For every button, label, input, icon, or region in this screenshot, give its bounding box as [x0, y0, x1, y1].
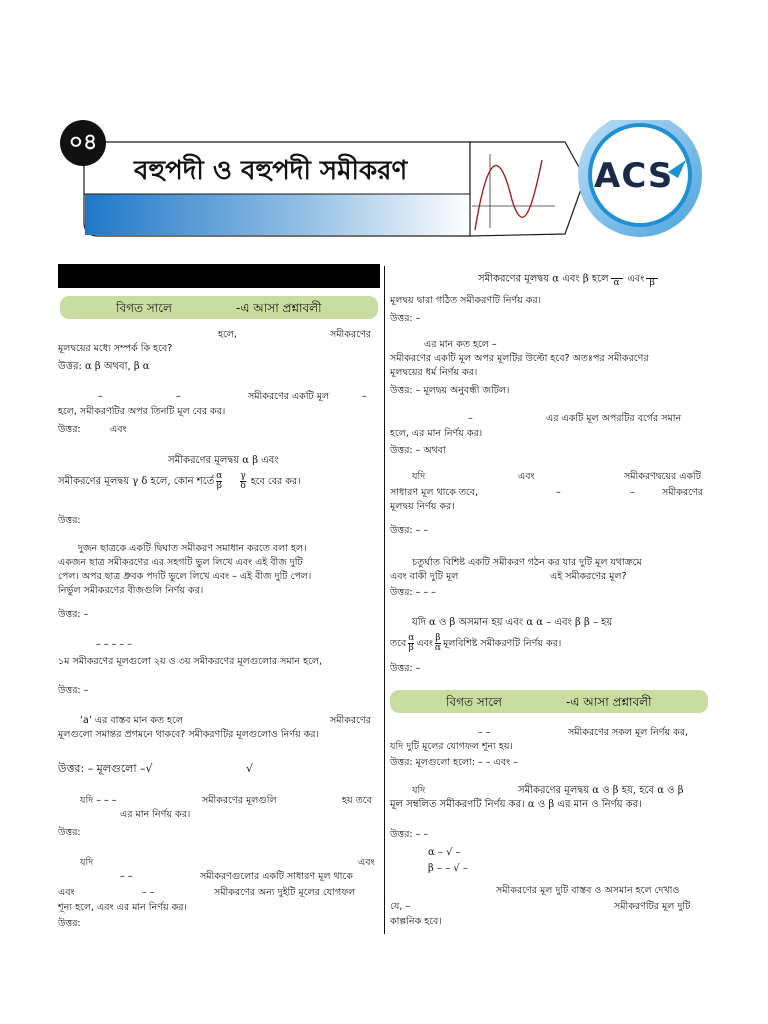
chapter-header: [60, 120, 720, 240]
q6-text-a: ‘a’ এর বাস্তব মান কত হলে: [80, 715, 183, 726]
q15-text-a: – –: [478, 727, 491, 738]
q9-f2-den: β: [649, 278, 655, 288]
q12-text-b: এবং: [518, 471, 535, 482]
q3-f2-num: γ: [240, 471, 246, 481]
q2-text-2: হলে, সমীকরণটির অপর তিনটি মূল বের কর।: [58, 406, 226, 417]
q7-answer: উত্তর:: [58, 827, 81, 838]
q14-answer: উত্তর: –: [390, 663, 421, 674]
section-heading-left-b: -এ আসা প্রশ্নাবলী: [236, 301, 322, 315]
q9-text-1a: সমীকরণের মূলদ্বয় α এবং β হলে: [478, 273, 609, 285]
q3-fraction-1: [216, 472, 222, 491]
q14-fraction-1: [408, 634, 414, 653]
q8-text-a: যদি: [80, 857, 94, 868]
q16-text-a: যদি: [412, 785, 426, 796]
q16-answer-beta: β – – √ –: [428, 863, 468, 874]
q4-line-4: নির্ভুল সমীকরণের বীজগুলি নির্ণয় কর।: [58, 585, 204, 596]
q14-text-1: যদি α ও β অসমান হয় এবং α α – এবং β β – হয়: [412, 617, 613, 628]
chapter-number: ০৪: [68, 130, 98, 155]
q14-f2-num: β: [435, 633, 441, 643]
q9-fraction-1: [611, 270, 623, 288]
q6-answer-b: √: [246, 762, 254, 775]
q8-text-b: এবং: [358, 857, 375, 868]
q2-answer-text: এবং: [110, 424, 127, 435]
section-heading-right: [390, 690, 708, 713]
column-divider: [384, 266, 385, 934]
q11-text-b: এর একটি মূল অপরটির বর্গের সমান: [546, 413, 682, 424]
q12-text-2a: সাধারণ মূল থাকে তবে,: [390, 487, 479, 498]
q15-answer: উত্তর: মূলগুলো হলো: – – এবং –: [390, 757, 518, 768]
q1-answer: উত্তর: α β অথবা, β α: [58, 361, 150, 372]
q15-text-2: যদি দুটি মূলের যোগফল শূন্য হয়।: [390, 741, 513, 752]
section-heading-left: [60, 296, 378, 319]
q3-text-2: [58, 472, 301, 492]
q12-text-2d: সমীকরণের: [662, 487, 703, 498]
q8-answer: উত্তর:: [58, 918, 81, 929]
q16-answer: উত্তর: – –: [390, 829, 429, 840]
q12-text-3: মূলদ্বয় নির্ণয় কর।: [390, 501, 455, 512]
q10-answer: উত্তর: – মূলদ্বয় অনুবন্ধী জটিল।: [390, 385, 510, 396]
q16-text-b: সমীকরণের মূলদ্বয় α ও β হয়, হবে α ও β: [518, 785, 684, 796]
q3-text-1: সমীকরণের মূলদ্বয় α β এবং: [168, 455, 279, 466]
chapter-title: বহুপদী ও বহুপদী সমীকরণ: [134, 156, 408, 186]
q10-text-3: মূলদ্বয়ের ধর্ম নির্ণয় কর।: [390, 367, 478, 378]
q9-fraction-2: [646, 270, 658, 288]
q14-text-2a: তবে: [390, 638, 407, 649]
q17-text-3: কাল্পনিক হবে।: [390, 916, 442, 927]
q1-text-a: হলে,: [218, 329, 237, 340]
q9-text-2: মূলদ্বয় দ্বারা গঠিত সমীকরণটি নির্ণয় কর।: [390, 295, 542, 306]
q12-text-2b: –: [556, 487, 561, 498]
q14-text-2: [390, 634, 561, 654]
q13-text-2b: এই সমীকরণের মূল?: [550, 571, 627, 582]
q2-text-b: –: [176, 391, 181, 402]
q3-fraction-2: [240, 472, 245, 491]
q3-text-2a: সমীকরণের মূলদ্বয় γ δ হলে, কোন শর্তে: [58, 476, 215, 487]
q4-text: [58, 542, 380, 598]
q6-text-b: সমীকরণের: [330, 715, 371, 726]
q4-line-1: দুজন ছাত্রকে একটি দ্বিঘাত সমীকরণ সমাধান করতে বলা হল।: [78, 543, 307, 554]
q4-line-3: পেল। অপর ছাত্র ধ্রুবক পদটি ভুলে লিখে এবং – এই বীজ দুটি পেল।: [58, 571, 312, 582]
q11-answer: উত্তর: – অথবা: [390, 445, 446, 456]
q2-answer-label: উত্তর:: [58, 424, 81, 435]
q16-text-2: মূল সম্বলিত সমীকরণটি নির্ণয় কর। α ও β এর মান ও নির্ণয় কর।: [390, 799, 642, 810]
q3-answer-label: উত্তর:: [58, 515, 81, 526]
q14-fraction-2: [435, 634, 441, 653]
q12-text-c: সমীকরণদ্বয়ের একটি: [624, 471, 701, 482]
q7-text-2: এর মান নির্ণয় কর।: [120, 809, 191, 820]
q13-answer: উত্তর: – – –: [390, 587, 436, 598]
q17-text-2b: সমীকরণটির মূল দুটি: [614, 901, 691, 912]
q3-f2-den: δ: [240, 481, 246, 491]
q6-answer-a: উত্তর: – মূলগুলো –√: [58, 762, 153, 775]
q5-answer: উত্তর: –: [58, 685, 89, 696]
section-heading-right-a: বিগত সালে: [446, 695, 502, 709]
q1-text-b: সমীকরণের: [330, 329, 371, 340]
acs-logo-text: ACS: [594, 156, 674, 196]
q2-text-c: সমীকরণের একটি মূল: [248, 391, 330, 402]
q17-text-1: সমীকরণের মূল দুটি বাস্তব ও অসমান হলে দেখাও: [496, 885, 680, 896]
q1-text-2: মূলদ্বয়ের মধ্যে সম্পর্ক কি হবে?: [58, 343, 173, 354]
q17-text-2a: যে, –: [390, 901, 411, 912]
section-heading-right-b: -এ আসা প্রশ্নাবলী: [566, 695, 652, 709]
q4-line-2: একজন ছাত্র সমীকরণের এর সহগটি ভুল লিখে এবং এই বীজ দুটি: [58, 557, 303, 568]
q3-f1-num: α: [216, 471, 223, 481]
q13-text-2a: এবং বাকী দুটি মূল: [390, 571, 459, 582]
q11-text-a: –: [468, 413, 473, 424]
q9-text-1: [478, 270, 660, 289]
q11-text-2: হলে, এর মান নির্ণয় কর।: [390, 428, 483, 439]
q3-f1-den: β: [216, 481, 222, 491]
q14-f2-den: α: [434, 643, 441, 653]
q9-f1-den: α: [613, 278, 620, 288]
q8-text-3c: সমীকরণের অন্য দুইটি মূলের যোগফল: [214, 887, 356, 898]
q8-text-2a: – –: [120, 871, 133, 882]
q4-answer: উত্তর: –: [58, 609, 89, 620]
section-heading-left-a: বিগত সালে: [116, 301, 172, 315]
q14-text-2b: এবং: [416, 638, 433, 649]
q15-text-b: সমীকরণের সকল মূল নির্ণয় কর,: [568, 727, 688, 738]
q12-text-2c: –: [630, 487, 635, 498]
q8-text-2b: সমীকরণগুলোর একটি সাধারণ মূল থাকে: [200, 871, 353, 882]
q5-text-1: ১ম সমীকরণের মূলগুলো ২য় ও ৩য় সমীকরণের মূলগুলোর সমান হলে,: [58, 656, 322, 667]
q9-answer: উত্তর: –: [390, 313, 421, 324]
q5-text-0: – – – – –: [96, 639, 132, 650]
q14-f1-num: α: [408, 633, 415, 643]
q2-text-a: –: [98, 391, 103, 402]
q2-text-d: –: [362, 391, 367, 402]
q7-text-a: যদি – – –: [80, 795, 117, 806]
q3-text-2b: হবে বের কর।: [250, 476, 301, 487]
black-title-bar: [58, 264, 380, 288]
q7-text-c: হয় তবে: [342, 795, 372, 806]
q10-text-1: এর মান কত হলে –: [424, 339, 497, 350]
q14-text-2c: মূলবিশিষ্ট সমীকরণটি নির্ণয় কর।: [443, 638, 562, 649]
q9-text-1b: এবং: [627, 273, 645, 285]
q10-text-2: সমীকরণের একটি মূল অপর মূলটির উল্টো হবে? অতঃপর সমীকরণের: [390, 353, 649, 364]
q8-text-4: শূন্য হলে, এবং এর মান নির্ণয় কর।: [58, 902, 187, 913]
q8-text-3b: – –: [142, 887, 155, 898]
q6-text-2: মূলগুলো সমান্তর প্রগমনে থাকবে? সমীকরণটির মূলগুলোও নির্ণয় কর।: [58, 729, 319, 740]
q12-answer: উত্তর: – –: [390, 525, 429, 536]
q14-f1-den: β: [408, 643, 414, 653]
chapter-number-badge: [60, 120, 106, 166]
q13-text-1: চতুর্ঘাত বিশিষ্ট একটি সমীকরণ গঠন কর যার দুটি মূল যথাক্রমে: [412, 557, 642, 568]
q8-text-3a: এবং: [58, 887, 75, 898]
q16-answer-alpha: α – √ –: [428, 847, 461, 858]
q12-text-a: যদি: [412, 471, 426, 482]
q7-text-b: সমীকরণের মূলগুলি: [202, 795, 277, 806]
